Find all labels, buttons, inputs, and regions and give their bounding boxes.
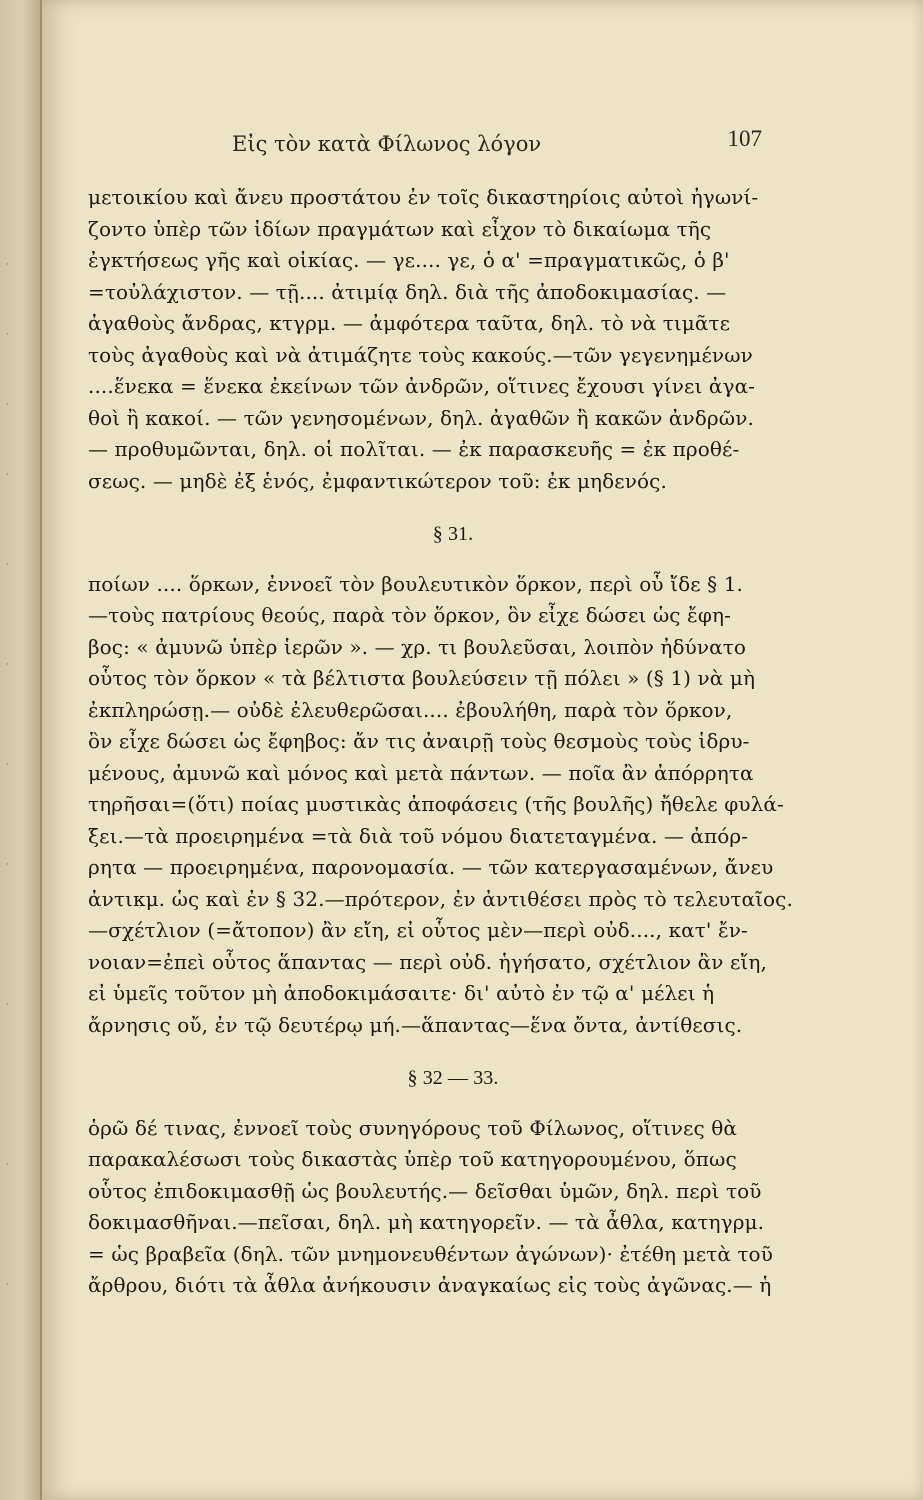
text-line: ἄρθρου, διότι τὰ ἆθλα ἀνήκουσιν ἀναγκαίως εἰς τοὺς ἀγῶνας.— ἡ	[88, 1273, 772, 1297]
page-header	[232, 126, 762, 166]
facing-page-fragment: ·	[6, 560, 9, 570]
text-line: ἀντικμ. ὡς καὶ ἐν § 32.—πρότερον, ἐν ἀντιθέσει πρὸς τὸ τελευταῖος.	[88, 886, 793, 911]
facing-page-fragment: ·	[6, 1000, 9, 1010]
text-line: τηρῆσαι=(ὅτι) ποίας μυστικὰς ἀποφάσεις (τῆς βουλῆς) ἤθελε φυλά-	[88, 792, 784, 816]
facing-page-fragment: ·	[6, 330, 9, 340]
text-line: ξει.—τὰ προειρημένα =τὰ διὰ τοῦ νόμου διατεταγμένα. — ἀπόρ-	[88, 823, 749, 848]
text-line: δοκιμασθῆναι.—πεῖσαι, δηλ. μὴ κατηγορεῖν. — τὰ ἆθλα, κατηγρμ.	[88, 1210, 765, 1234]
section-heading-31: § 31.	[432, 523, 474, 545]
text-line: ἀγαθοὺς ἄνδρας, κτγρμ. — ἀμφότερα ταῦτα, δηλ. τὸ νὰ τιμᾶτε	[88, 311, 731, 335]
section-32-33-text	[88, 1113, 818, 1302]
paragraph-1	[88, 182, 818, 497]
text-line: —τοὺς πατρίους θεούς, παρὰ τὸν ὅρκον, ὃν εἶχε δώσει ὡς ἔφη-	[88, 603, 731, 627]
text-line: ποίων .... ὅρκων, ἐννοεῖ τὸν βουλευτικὸν ὅρκον, περὶ οὗ ἴδε § 1.	[88, 571, 743, 596]
text-line: σεως. — μηδὲ ἐξ ἑνός, ἐμφαντικώτερον τοῦ: ἐκ μηδενός.	[88, 468, 667, 493]
text-line: ....ἕνεκα = ἕνεκα ἐκείνων τῶν ἀνδρῶν, οἵτινες ἔχουσι γίνει ἀγα-	[88, 374, 756, 398]
text-line: τοὺς ἀγαθοὺς καὶ νὰ ἀτιμάζητε τοὺς κακούς.—τῶν γεγενημένων	[88, 342, 753, 367]
section-31-text	[88, 569, 818, 1042]
text-line: ὁρῶ δέ τινας, ἐννοεῖ τοὺς συνηγόρους τοῦ Φίλωνος, οἵτινες θὰ	[88, 1115, 738, 1140]
text-line: ὃν εἶχε δώσει ὡς ἔφηβος: ἄν τις ἀναιρῇ τοὺς θεσμοὺς τοὺς ἱδρυ-	[88, 729, 750, 753]
text-line: = ὡς βραβεῖα (δηλ. τῶν μνημονευθέντων ἀγώνων)· ἐτέθη μετὰ τοῦ	[88, 1241, 773, 1266]
text-line: μένους, ἀμυνῶ καὶ μόνος καὶ μετὰ πάντων. — ποῖα ἂν ἀπόρρητα	[88, 760, 754, 785]
text-line: ἐγκτήσεως γῆς καὶ οἰκίας. — γε.... γε, ὁ α' =πραγματικῶς, ὁ β'	[88, 248, 730, 272]
facing-page-fragment: ·	[6, 1280, 9, 1290]
facing-page-fragment: ·	[6, 400, 9, 410]
section-heading-32-33: § 32 — 33.	[407, 1067, 499, 1089]
text-line: βος: « ἀμυνῶ ὑπὲρ ἱερῶν ». — χρ. τι βουλεῦσαι, λοιπὸν ἠδύνατο	[88, 634, 747, 659]
text-line: ρητα — προειρημένα, παρονομασία. — τῶν κατεργασαμένων, ἄνευ	[88, 855, 774, 879]
text-line: ἄρνησις οὔ, ἐν τῷ δευτέρῳ μή.—ἅπαντας—ἕνα ὄντα, ἀντίθεσις.	[88, 1012, 743, 1037]
text-line: μετοικίου καὶ ἄνευ προστάτου ἐν τοῖς δικαστηρίοις αὐτοὶ ἠγωνί-	[88, 185, 759, 209]
commentary-body	[88, 182, 818, 1302]
book-page	[42, 0, 923, 1500]
text-line: =τοὐλάχιστον. — τῇ.... ἀτιμίᾳ δηλ. διὰ τῆς ἀποδοκιμασίας. —	[88, 279, 727, 304]
text-line: εἰ ὑμεῖς τοῦτον μὴ ἀποδοκιμάσαιτε· δι' αὐτὸ ἐν τῷ α' μέλει ἡ	[88, 981, 715, 1005]
facing-page-fragment: ·	[6, 860, 9, 870]
text-line: παρακαλέσωσι τοὺς δικαστὰς ὑπὲρ τοῦ κατηγορουμένου, ὅπως	[88, 1147, 737, 1171]
text-line: ζοντο ὑπὲρ τῶν ἰδίων πραγμάτων καὶ εἶχον τὸ δικαίωμα τῆς	[88, 216, 712, 241]
page-number: 107	[727, 126, 762, 151]
text-line: — προθυμῶνται, δηλ. οἱ πολῖται. — ἐκ παρασκευῆς = ἐκ προθέ-	[88, 437, 740, 461]
text-line: θοὶ ἢ κακοί. — τῶν γενησομένων, δηλ. ἀγαθῶν ἢ κακῶν ἀνδρῶν.	[88, 405, 754, 430]
running-title: Εἰς τὸν κατὰ Φίλωνος λόγον	[232, 132, 542, 156]
facing-page-fragment: ·	[6, 260, 9, 270]
facing-page-fragment: ·	[6, 660, 9, 670]
text-line: οὗτος τὸν ὅρκον « τὰ βέλτιστα βουλεύσειν τῇ πόλει » (§ 1) νὰ μὴ	[88, 666, 756, 690]
facing-page-fragment: ·	[6, 760, 9, 770]
facing-page-edge	[0, 0, 42, 1500]
text-line: —σχέτλιον (=ἄτοπον) ἂν εἴη, εἰ οὗτος μὲν—περὶ οὐδ...., κατ' ἔν-	[88, 918, 748, 942]
text-line: ἐκπληρώσῃ.— οὐδὲ ἐλευθερῶσαι.... ἐβουλήθη, παρὰ τὸν ὅρκον,	[88, 697, 733, 722]
text-line: νοιαν=ἐπεὶ οὗτος ἅπαντας — περὶ οὐδ. ἡγήσατο, σχέτλιον ἂν εἴη,	[88, 949, 767, 974]
text-line: οὗτος ἐπιδοκιμασθῇ ὡς βουλευτής.— δεῖσθαι ὑμῶν, δηλ. περὶ τοῦ	[88, 1178, 762, 1203]
facing-page-fragment: ·	[6, 470, 9, 480]
facing-page-fragment: ·	[6, 1160, 9, 1170]
